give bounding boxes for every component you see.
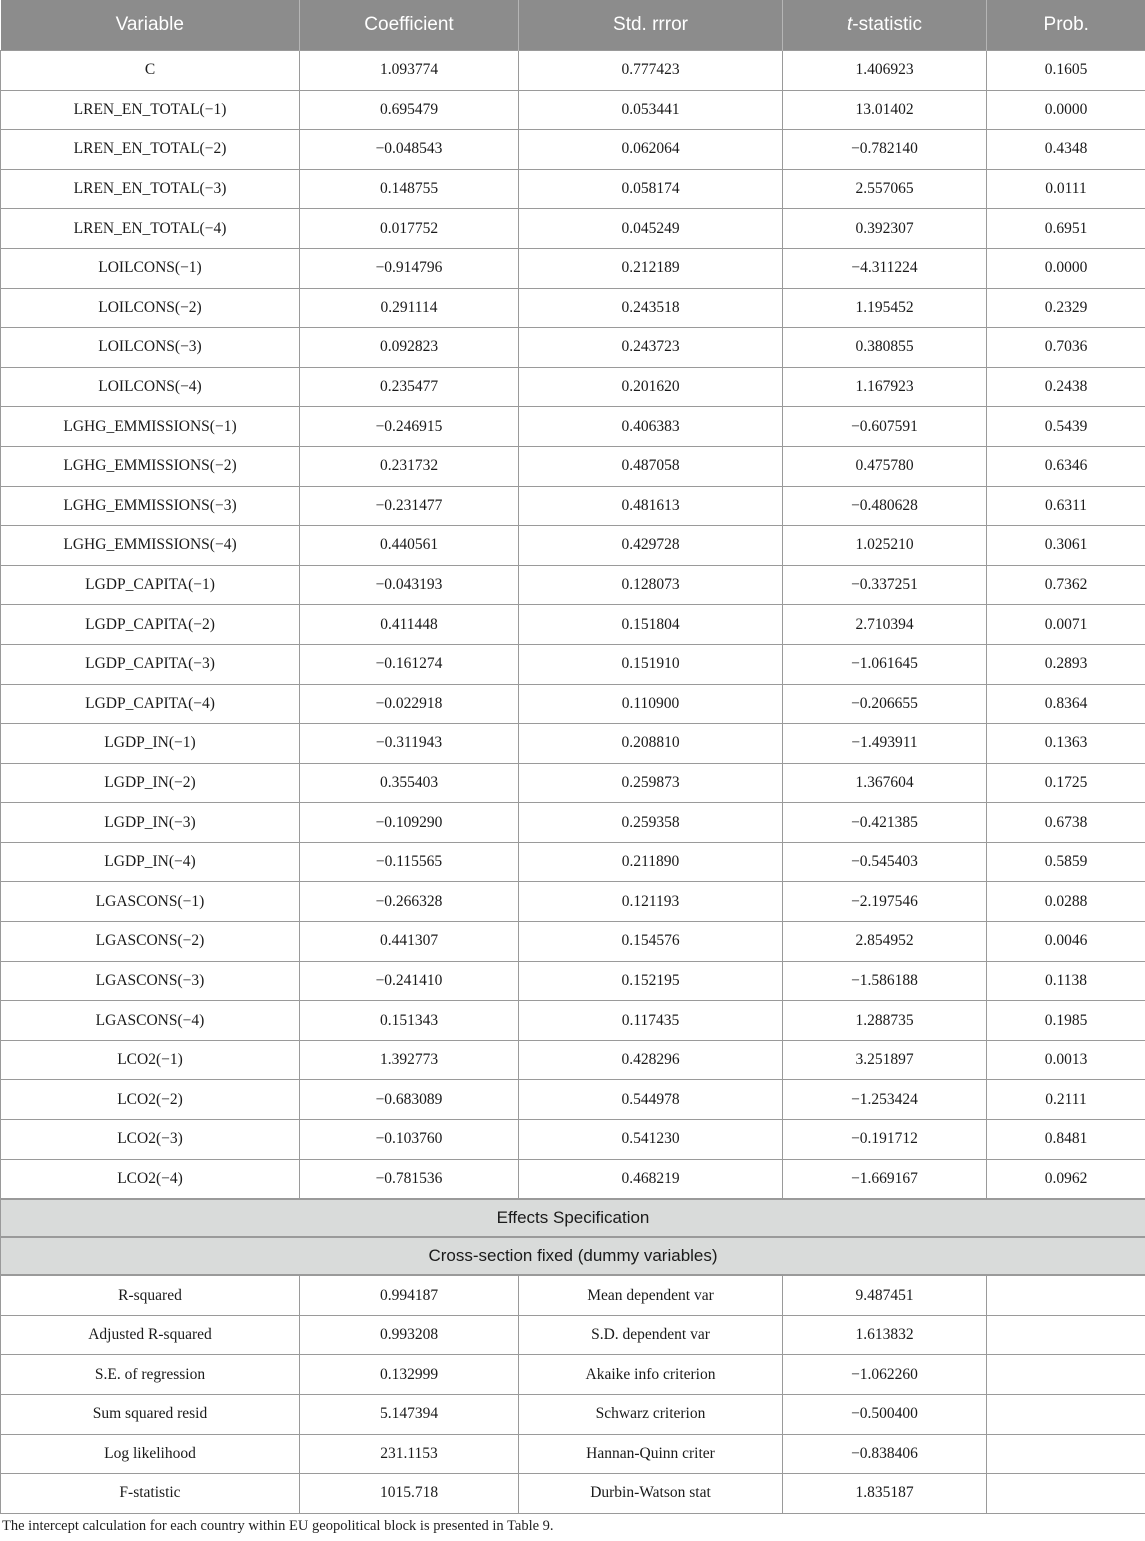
t-statistic-cell: 1.025210 <box>783 526 987 566</box>
prob-cell: 0.2329 <box>987 288 1145 328</box>
prob-cell: 0.0288 <box>987 882 1145 922</box>
std-error-cell: 0.487058 <box>519 446 783 486</box>
stat-label-cell: Adjusted R-squared <box>1 1315 300 1355</box>
std-error-cell: 0.152195 <box>519 961 783 1001</box>
empty-cell <box>987 1474 1145 1514</box>
table-row <box>1 1001 1145 1041</box>
stat-value-cell: 9.487451 <box>783 1275 987 1315</box>
coefficient-cell: 1.392773 <box>300 1040 519 1080</box>
coefficient-cell: −0.683089 <box>300 1080 519 1120</box>
std-error-cell: 0.259358 <box>519 803 783 843</box>
stat-label-cell: Sum squared resid <box>1 1395 300 1435</box>
stats-row <box>1 1434 1145 1474</box>
stat-value-cell: 0.994187 <box>300 1275 519 1315</box>
header-t-statistic <box>783 0 987 51</box>
coefficient-cell: 0.291114 <box>300 288 519 328</box>
header-coefficient: Coefficient <box>300 0 519 51</box>
std-error-cell: 0.428296 <box>519 1040 783 1080</box>
variable-cell: LGASCONS(−3) <box>1 961 300 1001</box>
stat-value-cell: 231.1153 <box>300 1434 519 1474</box>
variable-cell: C <box>1 51 300 91</box>
t-statistic-cell: 2.710394 <box>783 605 987 645</box>
std-error-cell: 0.212189 <box>519 248 783 288</box>
prob-cell: 0.2893 <box>987 644 1145 684</box>
t-statistic-cell: −1.586188 <box>783 961 987 1001</box>
variable-cell: LGDP_IN(−3) <box>1 803 300 843</box>
stat-label-cell: S.D. dependent var <box>519 1315 783 1355</box>
stat-label-cell: Durbin-Watson stat <box>519 1474 783 1514</box>
variable-cell: LGASCONS(−1) <box>1 882 300 922</box>
coefficient-cell: −0.109290 <box>300 803 519 843</box>
std-error-cell: 0.468219 <box>519 1159 783 1199</box>
coefficient-cell: −0.914796 <box>300 248 519 288</box>
t-statistic-cell: 0.392307 <box>783 209 987 249</box>
coefficient-cell: 0.441307 <box>300 922 519 962</box>
t-statistic-cell: −1.061645 <box>783 644 987 684</box>
std-error-cell: 0.110900 <box>519 684 783 724</box>
std-error-cell: 0.053441 <box>519 90 783 130</box>
t-statistic-cell: −0.782140 <box>783 130 987 170</box>
t-statistic-cell: −1.669167 <box>783 1159 987 1199</box>
cross-section-fixed-row <box>1 1237 1145 1275</box>
t-statistic-cell: −0.337251 <box>783 565 987 605</box>
table-row <box>1 763 1145 803</box>
std-error-cell: 0.062064 <box>519 130 783 170</box>
header-t-italic: t <box>847 14 853 35</box>
header-variable: Variable <box>1 0 300 51</box>
table-row <box>1 328 1145 368</box>
coefficient-cell: −0.231477 <box>300 486 519 526</box>
prob-cell: 0.0071 <box>987 605 1145 645</box>
coefficient-cell: −0.266328 <box>300 882 519 922</box>
effects-specification-label: Effects Specification <box>1 1199 1145 1237</box>
std-error-cell: 0.208810 <box>519 724 783 764</box>
header-t-rest: -statistic <box>852 14 922 35</box>
variable-cell: LOILCONS(−3) <box>1 328 300 368</box>
std-error-cell: 0.777423 <box>519 51 783 91</box>
stat-label-cell: F-statistic <box>1 1474 300 1514</box>
coefficient-cell: 0.235477 <box>300 367 519 407</box>
variable-cell: LGASCONS(−2) <box>1 922 300 962</box>
statistics-rows <box>1 1275 1145 1513</box>
std-error-cell: 0.151804 <box>519 605 783 645</box>
t-statistic-cell: −1.253424 <box>783 1080 987 1120</box>
variable-cell: LOILCONS(−1) <box>1 248 300 288</box>
stats-row <box>1 1315 1145 1355</box>
stat-label-cell: R-squared <box>1 1275 300 1315</box>
prob-cell: 0.1985 <box>987 1001 1145 1041</box>
std-error-cell: 0.128073 <box>519 565 783 605</box>
t-statistic-cell: 0.380855 <box>783 328 987 368</box>
std-error-cell: 0.541230 <box>519 1120 783 1160</box>
t-statistic-cell: 1.406923 <box>783 51 987 91</box>
t-statistic-cell: −0.607591 <box>783 407 987 447</box>
std-error-cell: 0.201620 <box>519 367 783 407</box>
table-row <box>1 842 1145 882</box>
prob-cell: 0.2438 <box>987 367 1145 407</box>
prob-cell: 0.0000 <box>987 90 1145 130</box>
std-error-cell: 0.259873 <box>519 763 783 803</box>
table-row <box>1 407 1145 447</box>
variable-cell: LGDP_IN(−2) <box>1 763 300 803</box>
t-statistic-cell: 1.367604 <box>783 763 987 803</box>
t-statistic-cell: 2.557065 <box>783 169 987 209</box>
effects-specification-row <box>1 1199 1145 1237</box>
table-row <box>1 526 1145 566</box>
table-row <box>1 446 1145 486</box>
coefficient-cell: −0.022918 <box>300 684 519 724</box>
stat-label-cell: Mean dependent var <box>519 1275 783 1315</box>
prob-cell: 0.6951 <box>987 209 1145 249</box>
prob-cell: 0.1363 <box>987 724 1145 764</box>
stat-label-cell: Schwarz criterion <box>519 1395 783 1435</box>
prob-cell: 0.2111 <box>987 1080 1145 1120</box>
empty-cell <box>987 1434 1145 1474</box>
stat-value-cell: −1.062260 <box>783 1355 987 1395</box>
table-row <box>1 684 1145 724</box>
coefficient-cell: 0.151343 <box>300 1001 519 1041</box>
variable-cell: LREN_EN_TOTAL(−2) <box>1 130 300 170</box>
variable-cell: LGASCONS(−4) <box>1 1001 300 1041</box>
table-row <box>1 961 1145 1001</box>
coefficient-cell: 0.148755 <box>300 169 519 209</box>
std-error-cell: 0.406383 <box>519 407 783 447</box>
table-row <box>1 605 1145 645</box>
variable-cell: LGDP_IN(−4) <box>1 842 300 882</box>
coefficient-cell: 0.695479 <box>300 90 519 130</box>
effects-section <box>1 1199 1145 1275</box>
t-statistic-cell: 1.167923 <box>783 367 987 407</box>
variable-cell: LCO2(−4) <box>1 1159 300 1199</box>
coefficient-cell: −0.241410 <box>300 961 519 1001</box>
variable-cell: LOILCONS(−4) <box>1 367 300 407</box>
prob-cell: 0.1605 <box>987 51 1145 91</box>
coefficient-cell: 0.017752 <box>300 209 519 249</box>
cross-section-fixed-label: Cross-section fixed (dummy variables) <box>1 1237 1145 1275</box>
empty-cell <box>987 1315 1145 1355</box>
stat-label-cell: Log likelihood <box>1 1434 300 1474</box>
t-statistic-cell: 2.854952 <box>783 922 987 962</box>
prob-cell: 0.7362 <box>987 565 1145 605</box>
t-statistic-cell: −0.191712 <box>783 1120 987 1160</box>
coefficient-cell: 0.411448 <box>300 605 519 645</box>
header-prob: Prob. <box>987 0 1145 51</box>
prob-cell: 0.6738 <box>987 803 1145 843</box>
std-error-cell: 0.481613 <box>519 486 783 526</box>
coefficient-cell: −0.103760 <box>300 1120 519 1160</box>
table-row <box>1 51 1145 91</box>
std-error-cell: 0.117435 <box>519 1001 783 1041</box>
prob-cell: 0.8364 <box>987 684 1145 724</box>
std-error-cell: 0.243518 <box>519 288 783 328</box>
prob-cell: 0.0046 <box>987 922 1145 962</box>
coefficient-cell: 0.092823 <box>300 328 519 368</box>
stats-row <box>1 1395 1145 1435</box>
stat-label-cell: S.E. of regression <box>1 1355 300 1395</box>
coefficient-cell: −0.043193 <box>300 565 519 605</box>
std-error-cell: 0.211890 <box>519 842 783 882</box>
stat-value-cell: 1.835187 <box>783 1474 987 1514</box>
stat-value-cell: 0.132999 <box>300 1355 519 1395</box>
std-error-cell: 0.544978 <box>519 1080 783 1120</box>
variable-cell: LGHG_EMMISSIONS(−3) <box>1 486 300 526</box>
t-statistic-cell: −0.206655 <box>783 684 987 724</box>
table-row <box>1 922 1145 962</box>
stat-value-cell: 0.993208 <box>300 1315 519 1355</box>
prob-cell: 0.1725 <box>987 763 1145 803</box>
prob-cell: 0.0013 <box>987 1040 1145 1080</box>
prob-cell: 0.4348 <box>987 130 1145 170</box>
stat-value-cell: 5.147394 <box>300 1395 519 1435</box>
table-row <box>1 209 1145 249</box>
table-row <box>1 169 1145 209</box>
variable-cell: LGDP_CAPITA(−1) <box>1 565 300 605</box>
std-error-cell: 0.154576 <box>519 922 783 962</box>
t-statistic-cell: −1.493911 <box>783 724 987 764</box>
stat-label-cell: Hannan-Quinn criter <box>519 1434 783 1474</box>
header-std-error: Std. rrror <box>519 0 783 51</box>
stats-row <box>1 1355 1145 1395</box>
variable-cell: LGDP_CAPITA(−2) <box>1 605 300 645</box>
t-statistic-cell: −0.421385 <box>783 803 987 843</box>
t-statistic-cell: 13.01402 <box>783 90 987 130</box>
table-row <box>1 486 1145 526</box>
stat-value-cell: −0.500400 <box>783 1395 987 1435</box>
empty-cell <box>987 1395 1145 1435</box>
prob-cell: 0.0111 <box>987 169 1145 209</box>
coefficient-rows <box>1 51 1145 1200</box>
prob-cell: 0.3061 <box>987 526 1145 566</box>
coefficient-cell: −0.246915 <box>300 407 519 447</box>
table-row <box>1 90 1145 130</box>
table-row <box>1 367 1145 407</box>
t-statistic-cell: 1.195452 <box>783 288 987 328</box>
variable-cell: LGDP_IN(−1) <box>1 724 300 764</box>
variable-cell: LREN_EN_TOTAL(−1) <box>1 90 300 130</box>
prob-cell: 0.0000 <box>987 248 1145 288</box>
prob-cell: 0.6346 <box>987 446 1145 486</box>
std-error-cell: 0.151910 <box>519 644 783 684</box>
coefficient-cell: −0.115565 <box>300 842 519 882</box>
table-row <box>1 1040 1145 1080</box>
variable-cell: LREN_EN_TOTAL(−4) <box>1 209 300 249</box>
t-statistic-cell: 3.251897 <box>783 1040 987 1080</box>
stat-value-cell: −0.838406 <box>783 1434 987 1474</box>
table-header <box>1 0 1145 51</box>
table-footnote: The intercept calculation for each country within EU geopolitical block is presented in Table 9. <box>2 1518 554 1534</box>
coefficient-cell: −0.048543 <box>300 130 519 170</box>
header-row <box>1 0 1145 51</box>
coefficient-cell: −0.161274 <box>300 644 519 684</box>
variable-cell: LGDP_CAPITA(−3) <box>1 644 300 684</box>
table-row <box>1 882 1145 922</box>
table-row <box>1 724 1145 764</box>
table-row <box>1 248 1145 288</box>
prob-cell: 0.8481 <box>987 1120 1145 1160</box>
table-row <box>1 1159 1145 1199</box>
coefficient-cell: 0.440561 <box>300 526 519 566</box>
t-statistic-cell: −2.197546 <box>783 882 987 922</box>
t-statistic-cell: −4.311224 <box>783 248 987 288</box>
coefficient-cell: 1.093774 <box>300 51 519 91</box>
t-statistic-cell: 0.475780 <box>783 446 987 486</box>
std-error-cell: 0.058174 <box>519 169 783 209</box>
table-row <box>1 803 1145 843</box>
prob-cell: 0.7036 <box>987 328 1145 368</box>
prob-cell: 0.0962 <box>987 1159 1145 1199</box>
table-row <box>1 130 1145 170</box>
variable-cell: LGHG_EMMISSIONS(−1) <box>1 407 300 447</box>
coefficient-cell: −0.311943 <box>300 724 519 764</box>
std-error-cell: 0.045249 <box>519 209 783 249</box>
prob-cell: 0.1138 <box>987 961 1145 1001</box>
variable-cell: LCO2(−3) <box>1 1120 300 1160</box>
stats-row <box>1 1474 1145 1514</box>
variable-cell: LGHG_EMMISSIONS(−4) <box>1 526 300 566</box>
table-row <box>1 1080 1145 1120</box>
variable-cell: LOILCONS(−2) <box>1 288 300 328</box>
stat-value-cell: 1.613832 <box>783 1315 987 1355</box>
stats-row <box>1 1275 1145 1315</box>
variable-cell: LREN_EN_TOTAL(−3) <box>1 169 300 209</box>
table-row <box>1 644 1145 684</box>
table-row <box>1 288 1145 328</box>
variable-cell: LCO2(−2) <box>1 1080 300 1120</box>
empty-cell <box>987 1275 1145 1315</box>
variable-cell: LGHG_EMMISSIONS(−2) <box>1 446 300 486</box>
table-row <box>1 1120 1145 1160</box>
std-error-cell: 0.243723 <box>519 328 783 368</box>
variable-cell: LGDP_CAPITA(−4) <box>1 684 300 724</box>
coefficient-cell: 0.231732 <box>300 446 519 486</box>
prob-cell: 0.5439 <box>987 407 1145 447</box>
stat-value-cell: 1015.718 <box>300 1474 519 1514</box>
t-statistic-cell: 1.288735 <box>783 1001 987 1041</box>
t-statistic-cell: −0.545403 <box>783 842 987 882</box>
coefficient-cell: 0.355403 <box>300 763 519 803</box>
table-row <box>1 565 1145 605</box>
coefficient-cell: −0.781536 <box>300 1159 519 1199</box>
prob-cell: 0.5859 <box>987 842 1145 882</box>
prob-cell: 0.6311 <box>987 486 1145 526</box>
std-error-cell: 0.121193 <box>519 882 783 922</box>
t-statistic-cell: −0.480628 <box>783 486 987 526</box>
std-error-cell: 0.429728 <box>519 526 783 566</box>
empty-cell <box>987 1355 1145 1395</box>
variable-cell: LCO2(−1) <box>1 1040 300 1080</box>
stat-label-cell: Akaike info criterion <box>519 1355 783 1395</box>
